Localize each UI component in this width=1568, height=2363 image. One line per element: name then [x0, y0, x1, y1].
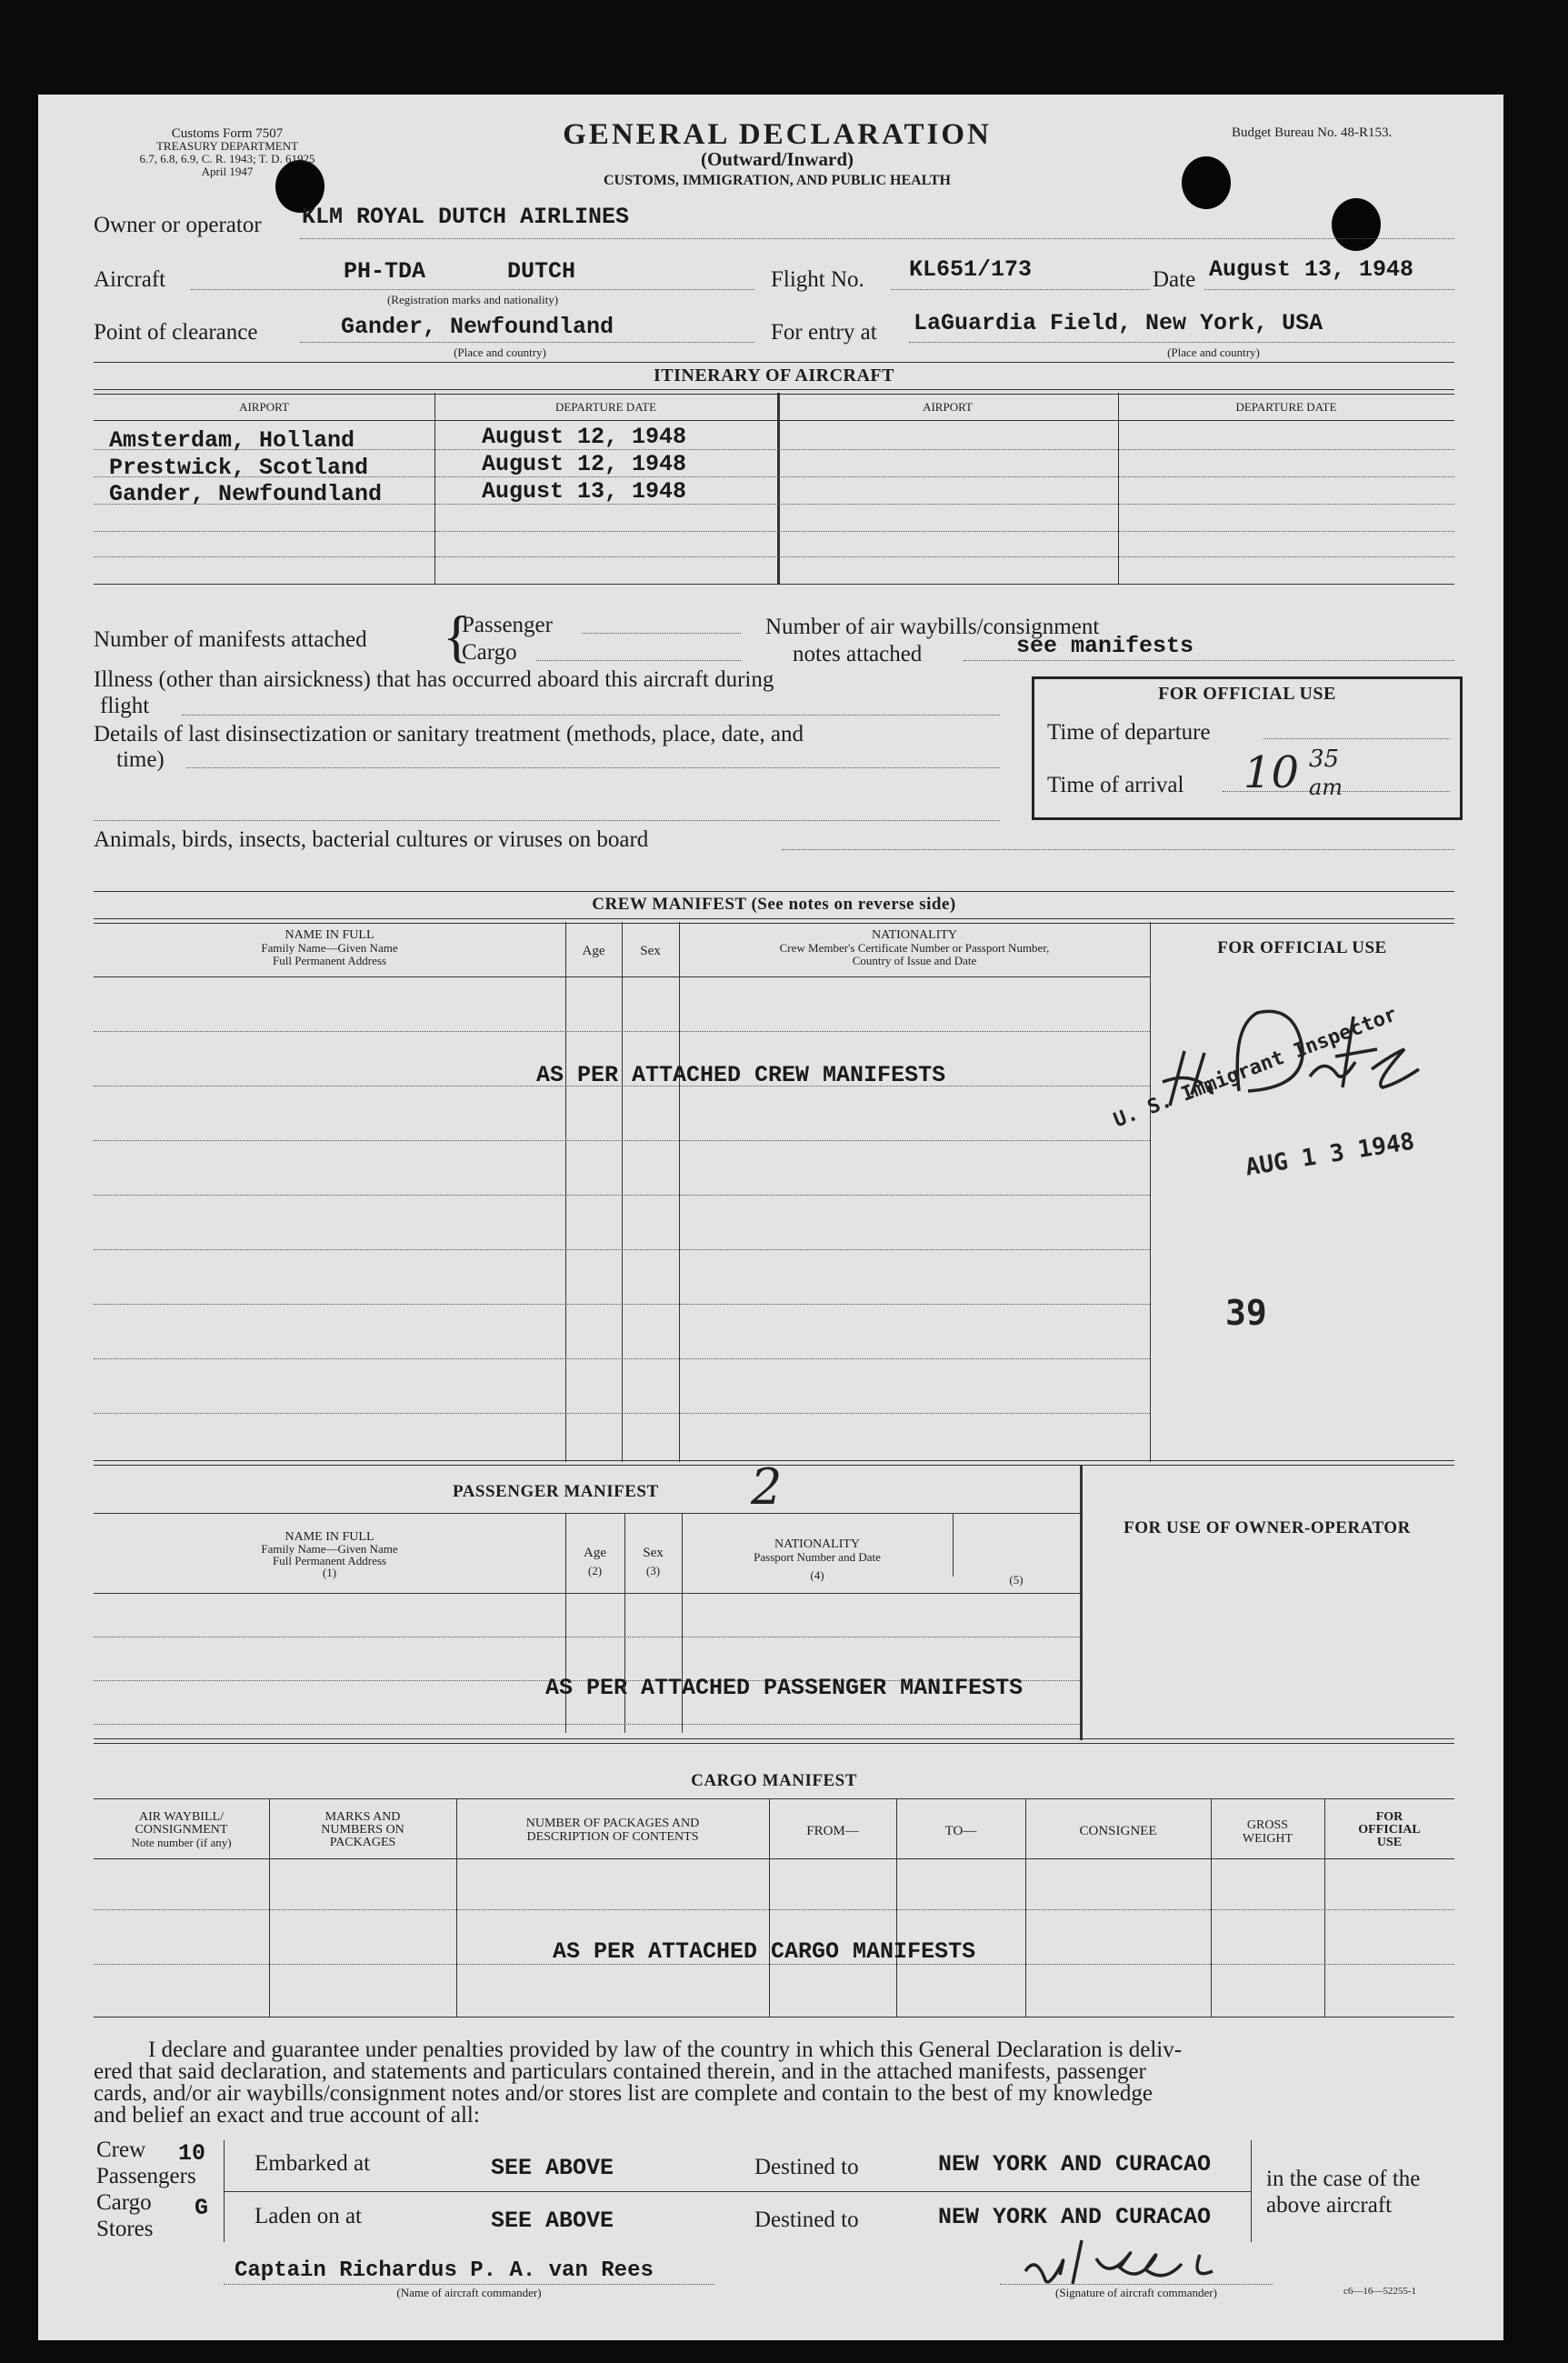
cargo-col-official-3: USE [1376, 1836, 1403, 1849]
itinerary-col-airport: AIRPORT [239, 400, 289, 414]
owner-use-label: FOR USE OF OWNER-OPERATOR [1124, 1518, 1411, 1537]
passenger-col-nat-1: NATIONALITY [774, 1537, 861, 1551]
form-id: Customs Form 7507 [171, 126, 284, 141]
arrival-time-minutes[interactable]: 35 [1309, 746, 1340, 773]
cargo-col-gross [1211, 1818, 1324, 1846]
manifests-label: Number of manifests attached [94, 627, 367, 652]
cargo-col-official [1324, 1811, 1454, 1849]
cargo-col-gross-2: WEIGHT [1242, 1832, 1293, 1846]
embarked-value[interactable]: SEE ABOVE [491, 2155, 614, 2181]
disinsect-line-2: time) [116, 747, 165, 772]
itinerary-airport-1[interactable]: Amsterdam, Holland [109, 427, 355, 454]
clearance-label: Point of clearance [94, 320, 258, 345]
passenger-col-nationality [682, 1538, 953, 1582]
commander-signature-caption: (Signature of aircraft commander) [1055, 2286, 1217, 2299]
passenger-col-age-label: Age [584, 1546, 606, 1560]
crew-col-name [94, 929, 565, 967]
cargo-total-label: Cargo [96, 2190, 152, 2215]
entry-label: For entry at [771, 320, 877, 345]
arrival-time-ampm[interactable]: am [1309, 775, 1343, 800]
waybills-label-1: Number of air waybills/consignment [765, 615, 1100, 639]
passenger-col-sex-num: (3) [645, 1564, 661, 1577]
official-use-title: FOR OFFICIAL USE [1158, 684, 1336, 704]
department: TREASURY DEPARTMENT [155, 139, 299, 153]
entry-value[interactable]: LaGuardia Field, New York, USA [914, 310, 1323, 336]
destined-value-1[interactable]: NEW YORK AND CURACAO [938, 2151, 1212, 2178]
crew-col-nat-3: Country of Issue and Date [852, 954, 977, 967]
clearance-caption: (Place and country) [454, 345, 546, 359]
crew-col-nat-2: Crew Member's Certificate Number or Passport Number, [779, 941, 1050, 955]
form-agencies: CUSTOMS, IMMIGRATION, AND PUBLIC HEALTH [604, 173, 951, 188]
cargo-col-waybill [94, 1811, 269, 1849]
owner-value[interactable]: KLM ROYAL DUTCH AIRLINES [302, 204, 630, 230]
aircraft-registration[interactable]: PH-TDA [344, 258, 426, 285]
form-subtitle: (Outward/Inward) [700, 148, 854, 170]
brace: { [443, 604, 471, 668]
manifests-cargo: Cargo [462, 640, 517, 665]
case-note-2: above aircraft [1266, 2193, 1393, 2218]
destined-label-2: Destined to [754, 2208, 859, 2232]
cargo-col-consignee: CONSIGNEE [1079, 1824, 1157, 1838]
date-label: Date [1153, 267, 1196, 292]
passenger-col-sex [624, 1544, 682, 1580]
commander-signature-icon [1018, 2228, 1273, 2291]
aircraft-nationality[interactable]: DUTCH [507, 258, 576, 285]
commander-name-caption: (Name of aircraft commander) [396, 2286, 542, 2299]
arrival-time-label: Time of arrival [1047, 773, 1184, 797]
itinerary-departure-2[interactable]: August 12, 1948 [482, 451, 687, 477]
form-title: GENERAL DECLARATION [563, 118, 992, 151]
itinerary-departure-1[interactable]: August 12, 1948 [482, 424, 687, 450]
declaration-line-3: cards, and/or air waybills/consignment notes and/or stores list are complete and contain to the best of my knowledge [94, 2081, 1153, 2106]
itinerary-airport-3[interactable]: Gander, Newfoundland [109, 481, 383, 507]
case-note [1266, 2166, 1420, 2218]
passenger-col-name-num: (1) [322, 1566, 337, 1579]
cargo-col-marks-1: MARKS AND [325, 1810, 401, 1824]
stamp-number: 39 [1225, 1293, 1267, 1333]
itinerary-col-departure: DEPARTURE DATE [554, 400, 657, 414]
form-header-left [91, 127, 364, 178]
declaration-line-2: ered that said declaration, and statements and particulars contained therein, and in the attached manifests, passenger [94, 2059, 1146, 2084]
commander-name[interactable]: Captain Richardus P. A. van Rees [235, 2258, 654, 2283]
crew-col-nationality [679, 929, 1150, 967]
punch-hole [1182, 156, 1231, 209]
entry-caption: (Place and country) [1167, 345, 1260, 359]
punch-hole [1332, 198, 1381, 251]
laden-label: Laden on at [255, 2204, 363, 2228]
cargo-total-value[interactable]: G [195, 2195, 209, 2221]
destined-value-2[interactable]: NEW YORK AND CURACAO [938, 2204, 1212, 2230]
crew-total-value[interactable]: 10 [178, 2140, 206, 2167]
budget-number: Budget Bureau No. 48-R153. [1232, 125, 1393, 140]
stamp-date: AUG 1 3 1948 [1243, 1127, 1417, 1182]
passengers-total-label: Passengers [96, 2164, 196, 2188]
passenger-col-age [565, 1544, 624, 1580]
animals-label: Animals, birds, insects, bacterial cultures or viruses on board [94, 827, 649, 852]
disinsect-line-1: Details of last disinsectization or sanitary treatment (methods, place, date, and [94, 722, 804, 746]
waybills-value[interactable]: see manifests [1016, 633, 1194, 659]
form-date: April 1947 [201, 165, 254, 178]
embarked-label: Embarked at [255, 2151, 371, 2176]
stores-total-label: Stores [96, 2217, 154, 2241]
cargo-col-number-2: DESCRIPTION OF CONTENTS [526, 1830, 699, 1844]
laden-value[interactable]: SEE ABOVE [491, 2208, 614, 2234]
aircraft-caption: (Registration marks and nationality) [386, 293, 559, 306]
passenger-col-age-num: (2) [587, 1564, 603, 1577]
crew-note[interactable]: AS PER ATTACHED CREW MANIFESTS [536, 1062, 946, 1088]
illness-line-2: flight [100, 694, 150, 718]
date-value[interactable]: August 13, 1948 [1209, 256, 1414, 283]
itinerary-col-departure-2: DEPARTURE DATE [1235, 400, 1337, 414]
itinerary-col-airport-2: AIRPORT [923, 400, 973, 414]
regulations: 6.7, 6.8, 6.9, C. R. 1943; T. D. 61925 [139, 152, 315, 165]
cargo-col-official-1: FOR [1375, 1810, 1403, 1824]
stamp-title: U. S. Immigrant Inspector [1111, 1003, 1401, 1133]
owner-label: Owner or operator [94, 213, 262, 237]
cargo-col-waybill-1: AIR WAYBILL/ [139, 1810, 224, 1824]
passenger-note[interactable]: AS PER ATTACHED PASSENGER MANIFESTS [545, 1675, 1024, 1701]
cargo-col-waybill-3: Note number (if any) [131, 1836, 232, 1849]
cargo-col-marks-3: PACKAGES [329, 1836, 396, 1849]
passenger-col-name [94, 1531, 565, 1578]
manifests-passenger: Passenger [462, 613, 553, 637]
destined-label-1: Destined to [754, 2155, 859, 2179]
flight-label: Flight No. [771, 267, 864, 292]
cargo-col-from: FROM— [806, 1824, 859, 1838]
aircraft-label: Aircraft [94, 267, 166, 292]
itinerary-title: ITINERARY OF AIRCRAFT [653, 365, 894, 385]
crew-official-use: FOR OFFICIAL USE [1217, 938, 1387, 957]
waybills-label-2: notes attached [793, 642, 923, 666]
cargo-col-marks [269, 1811, 456, 1849]
passenger-col-name-3: Full Permanent Address [273, 1554, 386, 1567]
passenger-count-handwritten[interactable]: 2 [751, 1458, 783, 1516]
arrival-time-value[interactable]: 10 [1243, 747, 1300, 798]
crew-col-sex: Sex [640, 944, 661, 958]
flight-value[interactable]: KL651/173 [909, 256, 1033, 283]
cargo-col-gross-1: GROSS [1246, 1818, 1289, 1832]
passenger-col-nat-2: Passport Number and Date [754, 1550, 881, 1564]
passenger-col-name-2: Family Name—Given Name [261, 1542, 398, 1556]
print-code: c6—16—52255-1 [1343, 2286, 1417, 2297]
cargo-col-marks-2: NUMBERS ON [321, 1823, 404, 1837]
case-note-1: in the case of the [1266, 2167, 1421, 2191]
form-title-block [509, 118, 1045, 189]
crew-col-age: Age [582, 944, 605, 958]
passenger-title: PASSENGER MANIFEST [453, 1482, 659, 1501]
cargo-title: CARGO MANIFEST [691, 1771, 857, 1790]
itinerary-airport-2[interactable]: Prestwick, Scotland [109, 455, 369, 481]
passenger-col-name-1: NAME IN FULL [285, 1530, 375, 1544]
crew-col-name-3: Full Permanent Address [273, 954, 386, 967]
declaration-text [94, 2039, 1454, 2127]
clearance-value[interactable]: Gander, Newfoundland [341, 314, 614, 340]
crew-col-name-2: Family Name—Given Name [261, 941, 398, 955]
crew-total-label: Crew [96, 2138, 146, 2162]
declaration-line-1: I declare and guarantee under penalties provided by law of the country in which this General Declaration is deliv- [148, 2038, 1183, 2062]
cargo-col-official-2: OFFICIAL [1358, 1823, 1421, 1837]
passenger-col-5: (5) [1009, 1573, 1024, 1587]
declaration-line-4: and belief an exact and true account of all: [94, 2103, 480, 2128]
crew-col-name-1: NAME IN FULL [285, 928, 375, 942]
cargo-col-waybill-2: CONSIGNMENT [135, 1823, 228, 1837]
crew-title: CREW MANIFEST (See notes on reverse side) [592, 895, 956, 914]
passenger-col-nat-num: (4) [810, 1568, 824, 1582]
cargo-note[interactable]: AS PER ATTACHED CARGO MANIFESTS [553, 1938, 976, 1965]
passenger-col-sex-label: Sex [643, 1546, 664, 1560]
departure-time-label: Time of departure [1047, 720, 1211, 745]
cargo-col-number-1: NUMBER OF PACKAGES AND [525, 1817, 700, 1830]
itinerary-departure-3[interactable]: August 13, 1948 [482, 478, 687, 505]
cargo-col-number [456, 1817, 769, 1844]
illness-line-1: Illness (other than airsickness) that has occurred aboard this aircraft during [94, 667, 774, 692]
crew-col-nat-1: NATIONALITY [871, 928, 958, 942]
cargo-col-to: TO— [944, 1824, 977, 1838]
